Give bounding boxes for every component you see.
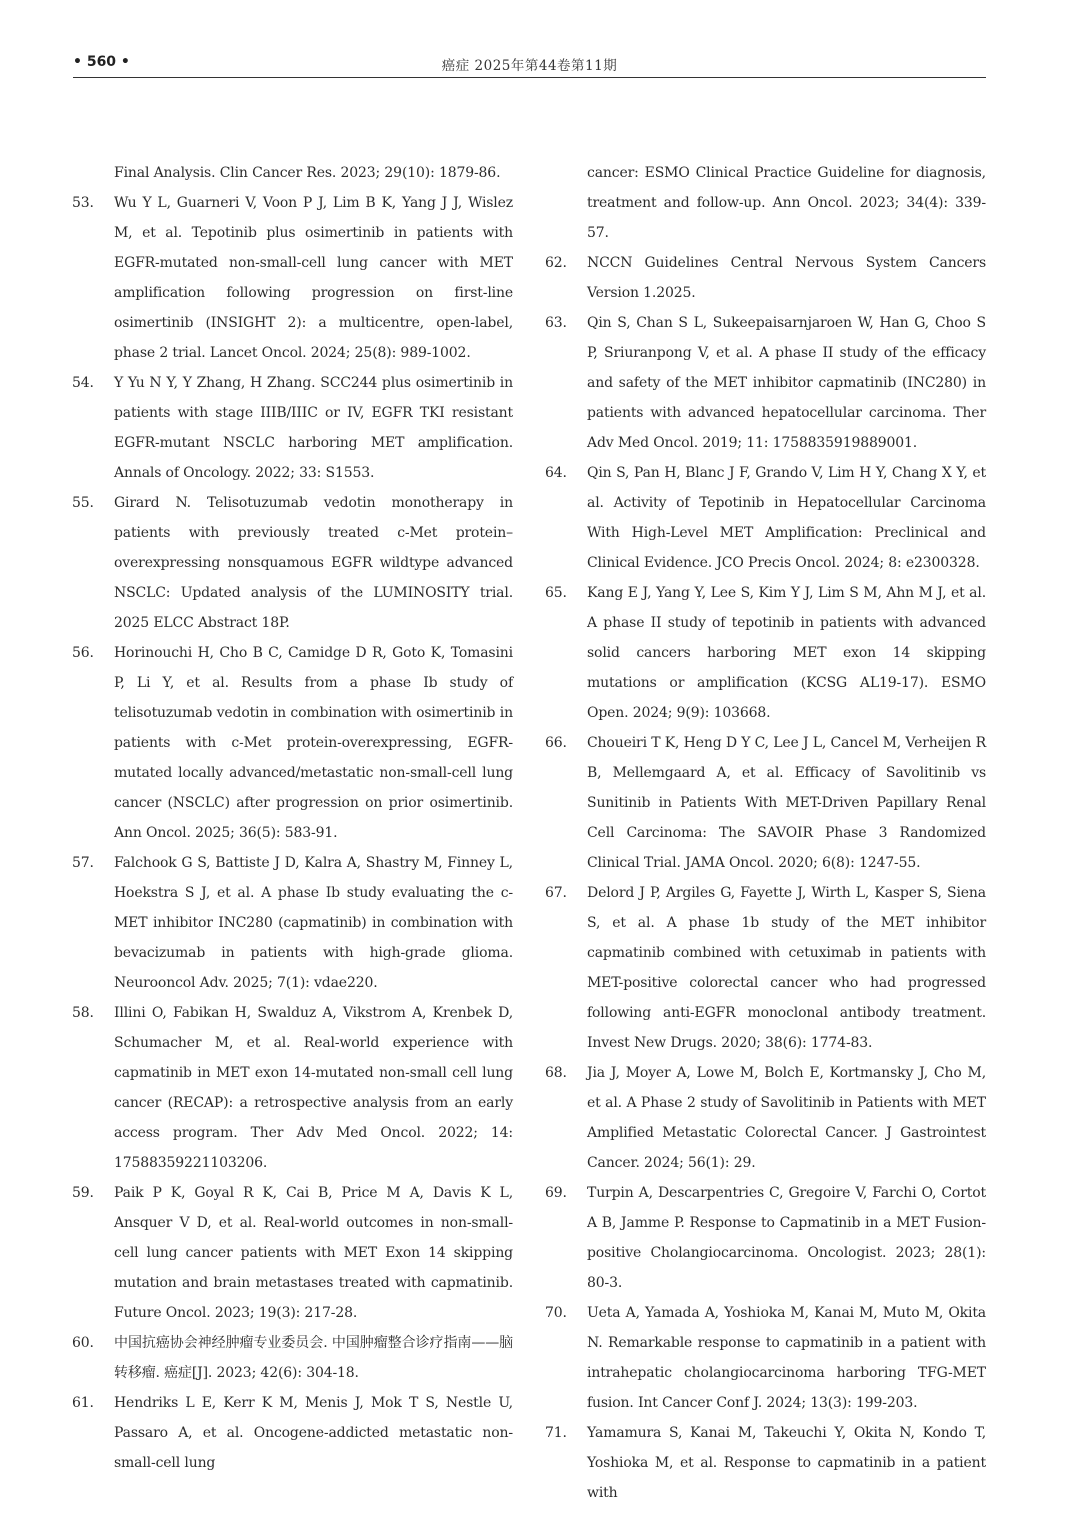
reference-number: 62.	[545, 255, 567, 271]
reference-item	[72, 638, 513, 848]
reference-number: 54.	[72, 375, 94, 391]
reference-number: 57.	[72, 855, 94, 871]
reference-text: Choueiri T K, Heng D Y C, Lee J L, Cancel M, Verheijen R B, Mellemgaard A, et al. Efficacy of Savolitinib vs Sunitinib in Patients With MET-Driven Papillary Renal Cell Carcinoma: The SAVOIR Phase 3 Randomized Clinical Trial. JAMA Oncol. 2020; 6(8): 1247-55.	[587, 735, 986, 871]
reference-number: 64.	[545, 465, 567, 481]
reference-item	[72, 188, 513, 368]
reference-item	[72, 998, 513, 1178]
page-header	[73, 52, 986, 76]
reference-text: Jia J, Moyer A, Lowe M, Bolch E, Kortmansky J, Cho M, et al. A Phase 2 study of Savolitinib in Patients with MET Amplified Metastatic Colorectal Cancer. J Gastrointest Cancer. 2024; 56(1): 29.	[587, 1065, 986, 1171]
reference-item	[545, 878, 986, 1058]
reference-text: Final Analysis. Clin Cancer Res. 2023; 29(10): 1879-86.	[114, 165, 501, 181]
reference-text: Horinouchi H, Cho B C, Camidge D R, Goto K, Tomasini P, Li Y, et al. Results from a phase Ib study of telisotuzumab vedotin in combination with osimertinib in patients with c-Met protein-overexpressing, EGFR-mutated locally advanced/metastatic non-small-cell lung cancer (NSCLC) after progression on prior osimertinib. Ann Oncol. 2025; 36(5): 583-91.	[114, 645, 513, 841]
reference-item	[545, 458, 986, 578]
reference-item	[72, 1178, 513, 1328]
reference-text: Qin S, Pan H, Blanc J F, Grando V, Lim H Y, Chang X Y, et al. Activity of Tepotinib in Hepatocellular Carcinoma With High-Level MET Amplification: Preclinical and Clinical Evidence. JCO Precis Oncol. 2024; 8: e2300328.	[587, 465, 986, 571]
reference-text: Falchook G S, Battiste J D, Kalra A, Shastry M, Finney L, Hoekstra S J, et al. A phase Ib study evaluating the c-MET inhibitor INC280 (capmatinib) in combination with bevacizumab in patients with high-grade glioma. Neurooncol Adv. 2025; 7(1): vdae220.	[114, 855, 513, 991]
reference-number: 63.	[545, 315, 567, 331]
reference-item	[545, 1418, 986, 1508]
reference-text: Hendriks L E, Kerr K M, Menis J, Mok T S, Nestle U, Passaro A, et al. Oncogene-addicted metastatic non-small-cell lung	[114, 1395, 513, 1471]
reference-number: 59.	[72, 1185, 94, 1201]
reference-text: Illini O, Fabikan H, Swalduz A, Vikstrom A, Krenbek D, Schumacher M, et al. Real-world experience with capmatinib in MET exon 14-mutated non-small cell lung cancer (RECAP): a retrospective analysis from an early access program. Ther Adv Med Oncol. 2022; 14: 17588359221103206.	[114, 1005, 513, 1171]
reference-text: Kang E J, Yang Y, Lee S, Kim Y J, Lim S M, Ahn M J, et al. A phase II study of tepotinib in patients with advanced solid cancers harboring MET exon 14 skipping mutations or amplification (KCSG AL19-17). ESMO Open. 2024; 9(9): 103668.	[587, 585, 986, 721]
page-number: • 560 •	[73, 54, 130, 70]
reference-number: 70.	[545, 1305, 567, 1321]
reference-item	[545, 1058, 986, 1178]
reference-text: Paik P K, Goyal R K, Cai B, Price M A, Davis K L, Ansquer V D, et al. Real-world outcomes in non-small-cell lung cancer patients with MET Exon 14 skipping mutation and brain metastases treated with capmatinib. Future Oncol. 2023; 19(3): 217-28.	[114, 1185, 513, 1321]
reference-text: Wu Y L, Guarneri V, Voon P J, Lim B K, Yang J J, Wislez M, et al. Tepotinib plus osimertinib in patients with EGFR-mutated non-small-cell lung cancer with MET amplification following progression on first-line osimertinib (INSIGHT 2): a multicentre, open-label, phase 2 trial. Lancet Oncol. 2024; 25(8): 989-1002.	[114, 195, 513, 361]
journal-title: 癌症 2025年第44卷第11期	[441, 58, 618, 74]
reference-number: 53.	[72, 195, 94, 211]
reference-text: Qin S, Chan S L, Sukeepaisarnjaroen W, Han G, Choo S P, Sriuranpong V, et al. A phase II study of the efficacy and safety of the MET inhibitor capmatinib (INC280) in patients with advanced hepatocellular carcinoma. Ther Adv Med Oncol. 2019; 11: 1758835919889001.	[587, 315, 986, 451]
reference-text: Yamamura S, Kanai M, Takeuchi Y, Okita N, Kondo T, Yoshioka M, et al. Response to capmatinib in a patient with	[587, 1425, 986, 1501]
reference-continuation	[545, 158, 986, 248]
reference-number: 56.	[72, 645, 94, 661]
reference-text: Y Yu N Y, Y Zhang, H Zhang. SCC244 plus osimertinib in patients with stage IIIB/IIIC or IV, EGFR TKI resistant EGFR-mutant NSCLC harboring MET amplification. Annals of Oncology. 2022; 33: S1553.	[114, 375, 513, 481]
reference-item	[545, 248, 986, 308]
reference-item	[72, 488, 513, 638]
reference-number: 67.	[545, 885, 567, 901]
reference-item	[72, 368, 513, 488]
reference-number: 58.	[72, 1005, 94, 1021]
reference-text: cancer: ESMO Clinical Practice Guideline for diagnosis, treatment and follow-up. Ann Oncol. 2023; 34(4): 339-57.	[587, 165, 986, 241]
reference-item	[72, 1328, 513, 1388]
reference-number: 69.	[545, 1185, 567, 1201]
reference-item	[545, 728, 986, 878]
reference-item	[545, 1178, 986, 1298]
reference-number: 71.	[545, 1425, 567, 1441]
reference-text: Turpin A, Descarpentries C, Gregoire V, Farchi O, Cortot A B, Jamme P. Response to Capmatinib in a MET Fusion-positive Cholangiocarcinoma. Oncologist. 2023; 28(1): 80-3.	[587, 1185, 986, 1291]
reference-text: Ueta A, Yamada A, Yoshioka M, Kanai M, Muto M, Okita N. Remarkable response to capmatinib in a patient with intrahepatic cholangiocarcinoma harboring TFG-MET fusion. Int Cancer Conf J. 2024; 13(3): 199-203.	[587, 1305, 986, 1411]
reference-text: Delord J P, Argiles G, Fayette J, Wirth L, Kasper S, Siena S, et al. A phase 1b study of the MET inhibitor capmatinib combined with cetuximab in patients with MET-positive colorectal cancer who had progressed following anti-EGFR monoclonal antibody treatment. Invest New Drugs. 2020; 38(6): 1774-83.	[587, 885, 986, 1051]
reference-item	[72, 848, 513, 998]
reference-column-left	[72, 158, 513, 1478]
reference-number: 66.	[545, 735, 567, 751]
reference-item	[545, 578, 986, 728]
reference-number: 61.	[72, 1395, 94, 1411]
reference-number: 65.	[545, 585, 567, 601]
reference-number: 55.	[72, 495, 94, 511]
reference-number: 68.	[545, 1065, 567, 1081]
reference-continuation	[72, 158, 513, 188]
reference-text: Girard N. Telisotuzumab vedotin monotherapy in patients with previously treated c-Met protein–overexpressing nonsquamous EGFR wildtype advanced NSCLC: Updated analysis of the LUMINOSITY trial. 2025 ELCC Abstract 18P.	[114, 495, 513, 631]
reference-text: NCCN Guidelines Central Nervous System Cancers Version 1.2025.	[587, 255, 986, 301]
reference-text: 中国抗癌协会神经肿瘤专业委员会. 中国肿瘤整合诊疗指南——脑转移瘤. 癌症[J]. 2023; 42(6): 304-18.	[114, 1335, 513, 1381]
reference-item	[545, 1298, 986, 1418]
reference-item	[545, 308, 986, 458]
reference-item	[72, 1388, 513, 1478]
header-rule	[73, 77, 986, 78]
reference-column-right	[545, 158, 986, 1508]
reference-number: 60.	[72, 1335, 94, 1351]
